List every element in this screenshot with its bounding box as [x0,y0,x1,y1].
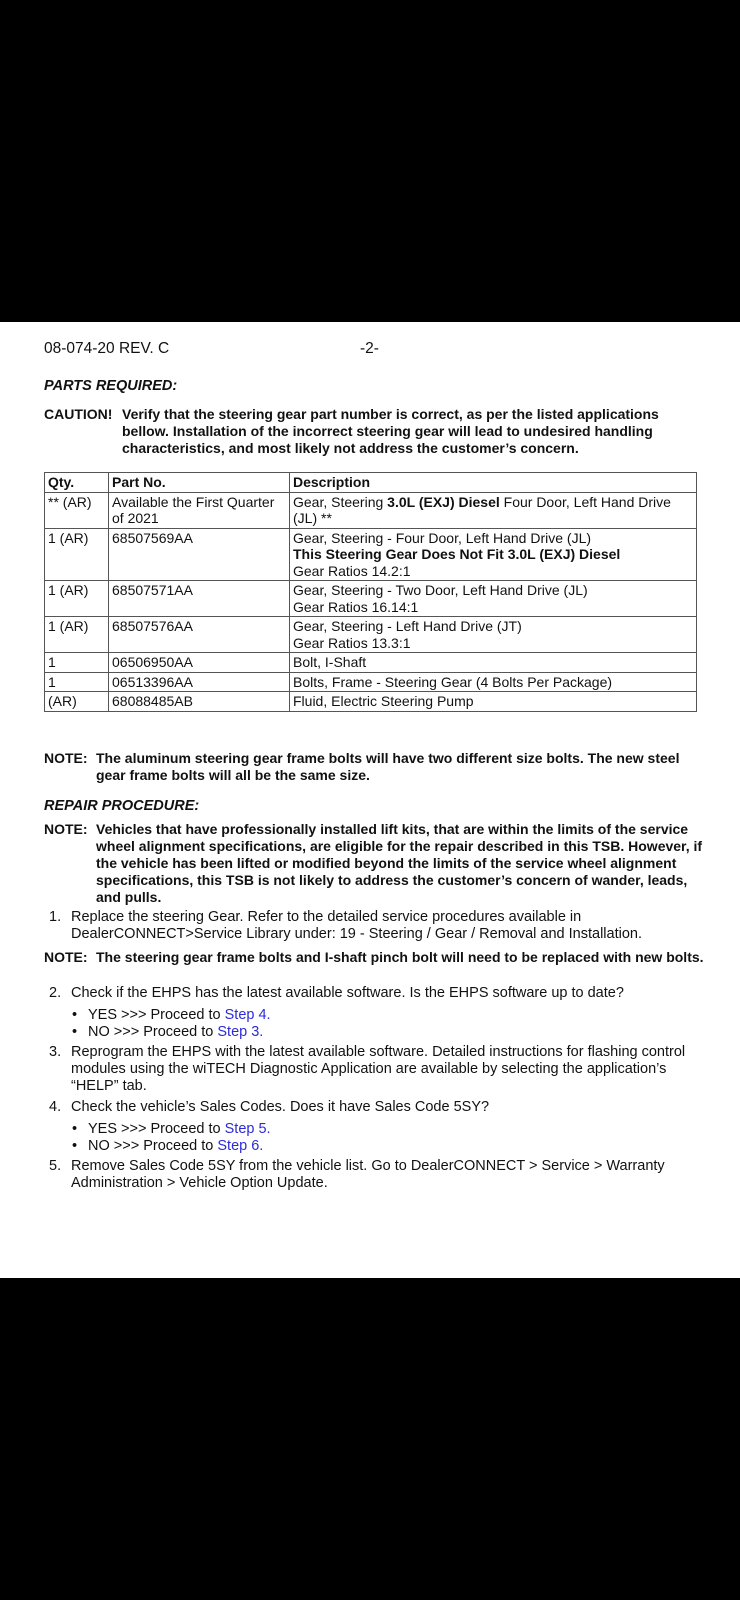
table-row [45,617,697,653]
page-number: -2- [360,340,379,357]
step-number: 2. [49,985,62,1001]
gear-ratio: Gear Ratios 14.2:1 [293,562,411,579]
description-warning: This Steering Gear Does Not Fit 3.0L (EXJ) Diesel [293,546,621,562]
table-header-qty: Qty. [45,473,109,493]
step-2 [44,985,704,1002]
description-text: Gear, Steering - Four Door, Left Hand Drive (JL) [293,529,592,546]
table-header-part: Part No. [109,473,290,493]
qty-cell: 1 [45,653,109,673]
bullet-dot: • [72,1138,78,1154]
step-number: 3. [49,1044,62,1060]
step-4 [44,1099,704,1116]
note-label: NOTE: [44,949,88,965]
description-cell: Bolt, I-Shaft [290,653,697,673]
part-cell: 06506950AA [109,653,290,673]
description-cell [290,528,697,581]
table-row [45,581,697,617]
bullet-text: NO >>> Proceed to [88,1024,218,1040]
qty-cell: (AR) [45,692,109,712]
table-row [45,672,697,692]
gear-ratio: Gear Ratios 13.3:1 [293,634,411,651]
note-lift-kits [44,821,704,906]
step-text: Replace the steering Gear. Refer to the detailed service procedures available in DealerCONNECT>Service Library under: 19 - Steering / Gear / Removal and Installation. [71,909,642,942]
step-3-link[interactable]: Step 3. [217,1024,264,1040]
description-cell [290,617,697,653]
description-cell [290,492,697,528]
note-frame-bolts [44,750,704,784]
parts-table [44,472,697,712]
step-3 [44,1044,704,1095]
part-cell: 68507569AA [109,528,290,581]
description-cell [290,581,697,617]
note-text: The aluminum steering gear frame bolts will have two different size bolts. The new steel gear frame bolts will all be the same size. [96,750,680,783]
table-row [45,528,697,581]
step-5-link[interactable]: Step 5. [224,1121,271,1137]
description-bold: 3.0L (EXJ) Diesel [387,493,500,510]
step-text: Remove Sales Code 5SY from the vehicle list. Go to DealerCONNECT > Service > Warranty Administration > Vehicle Option Update. [71,1158,665,1191]
gear-ratio: Gear Ratios 16.14:1 [293,598,419,615]
description-cell: Fluid, Electric Steering Pump [290,692,697,712]
description-text: Gear, Steering [293,493,388,510]
note-replace-bolts [44,949,704,966]
table-row [45,653,697,673]
document-id: 08-074-20 REV. C [44,340,170,357]
qty-cell: ** (AR) [45,492,109,528]
bullet-dot: • [72,1121,78,1137]
table-header-description: Description [290,473,697,493]
bullet-dot: • [72,1007,78,1023]
caution-note [44,406,704,457]
caution-label: CAUTION! [44,406,113,422]
qty-cell: 1 (AR) [45,528,109,581]
bullet-text: YES >>> Proceed to [88,1121,225,1137]
step-number: 4. [49,1099,62,1115]
caution-text: Verify that the steering gear part number is correct, as per the listed applications bellow. Installation of the incorrect steering gear will lead to undesired handling characteristics, and most likely not address the customer’s concern. [122,406,659,456]
step-4-link[interactable]: Step 4. [224,1007,271,1023]
bullet-text: YES >>> Proceed to [88,1007,225,1023]
bullet-text: NO >>> Proceed to [88,1138,218,1154]
qty-cell: 1 (AR) [45,581,109,617]
step-6-link[interactable]: Step 6. [217,1138,264,1154]
repair-procedure-title: REPAIR PROCEDURE: [44,798,200,814]
description-text: Gear, Steering - Left Hand Drive (JT) [293,618,522,634]
note-text: The steering gear frame bolts and I-shaft pinch bolt will need to be replaced with new bolts. [96,949,704,965]
table-header-row [45,473,697,493]
qty-cell: 1 (AR) [45,617,109,653]
note-label: NOTE: [44,750,88,766]
part-cell: 68507576AA [109,617,290,653]
description-text: Four Door, Left Hand Drive (JL) ** [293,493,671,526]
table-row [45,492,697,528]
step-1 [44,909,704,943]
part-cell: 68088485AB [109,692,290,712]
qty-cell: 1 [45,672,109,692]
description-text: Gear, Steering - Two Door, Left Hand Drive (JL) [293,582,588,598]
step-text: Check if the EHPS has the latest available software. Is the EHPS software up to date? [71,985,624,1001]
note-label: NOTE: [44,821,88,837]
step-number: 1. [49,909,62,925]
step-number: 5. [49,1158,62,1174]
parts-required-title: PARTS REQUIRED: [44,378,178,394]
description-cell: Bolts, Frame - Steering Gear (4 Bolts Per Package) [290,672,697,692]
step-text: Reprogram the EHPS with the latest available software. Detailed instructions for flashing control modules using the wiTECH Diagnostic Application are available by selecting the application’s “HELP” tab. [71,1044,686,1094]
step-5 [44,1158,704,1192]
bullet-dot: • [72,1024,78,1040]
document-page [0,322,740,1278]
part-cell: Available the First Quarter of 2021 [109,492,290,528]
part-cell: 06513396AA [109,672,290,692]
part-cell: 68507571AA [109,581,290,617]
step-text: Check the vehicle’s Sales Codes. Does it have Sales Code 5SY? [71,1099,490,1115]
note-text: Vehicles that have professionally installed lift kits, that are within the limits of the service wheel alignment specifications, are eligible for the repair described in this TSB. However, if the vehicle has been lifted or modified beyond the limits of the service wheel alignment specifications, this TSB is not likely to address the customer’s concern of wander, leads, and pulls. [96,821,703,905]
table-row [45,692,697,712]
